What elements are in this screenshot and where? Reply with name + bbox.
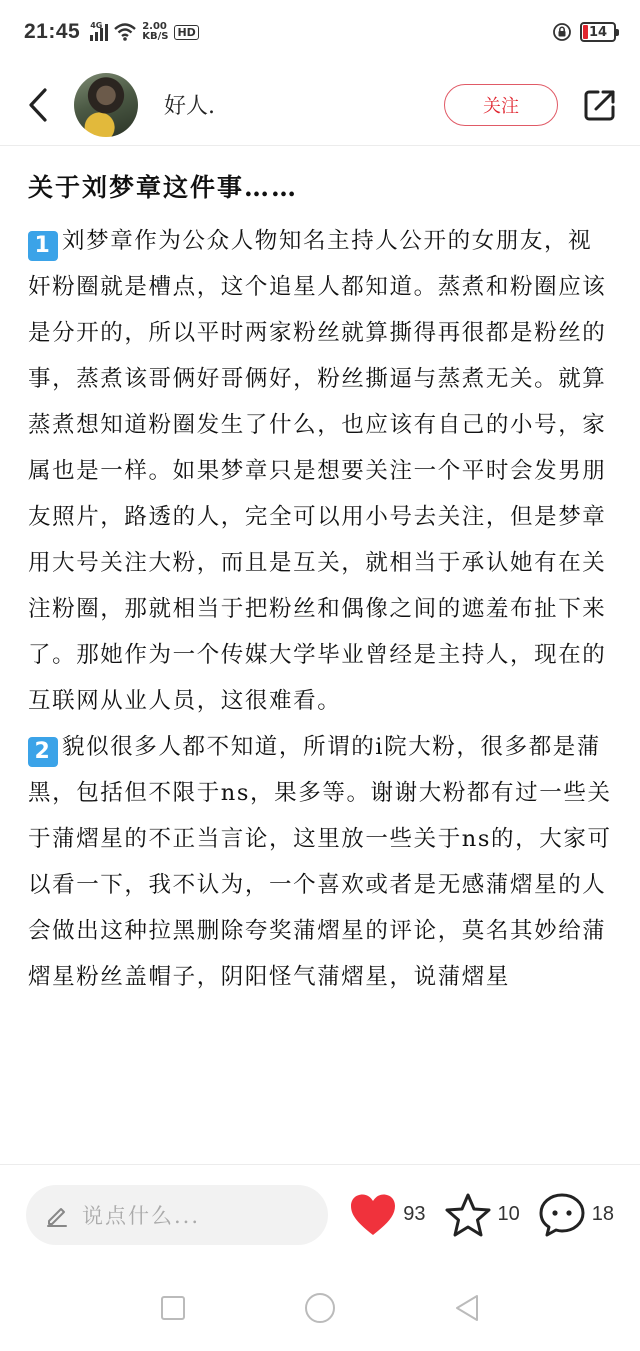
network-speed <box>142 22 168 42</box>
pencil-icon <box>44 1202 70 1228</box>
wifi-icon <box>114 23 136 41</box>
comment-input[interactable] <box>26 1185 328 1245</box>
share-icon <box>582 87 618 123</box>
post-paragraph <box>28 724 614 1000</box>
post-paragraph <box>28 218 614 724</box>
status-icons <box>90 22 199 42</box>
keycap-number-two-icon: 2 <box>28 737 58 767</box>
like-count: 93 <box>403 1203 426 1225</box>
post-header <box>0 64 640 146</box>
rotation-lock-icon <box>552 22 572 42</box>
signal-bar <box>95 32 98 41</box>
back-button[interactable] <box>20 75 56 135</box>
favorite-button[interactable] <box>444 1192 520 1238</box>
circle-icon <box>303 1291 337 1325</box>
nav-back-button[interactable] <box>442 1283 492 1333</box>
author-name[interactable]: 好人. <box>164 94 215 119</box>
cellular-signal-icon <box>90 23 108 41</box>
comment-placeholder: 说点什么... <box>82 1203 201 1228</box>
like-button[interactable] <box>349 1193 425 1237</box>
star-icon <box>444 1192 492 1238</box>
follow-button[interactable]: 关注 <box>444 84 558 126</box>
network-speed-value: 2.00 <box>142 21 167 32</box>
nav-recent-button[interactable] <box>148 1283 198 1333</box>
author-avatar[interactable] <box>74 73 138 137</box>
signal-bar <box>90 35 93 41</box>
nav-home-button[interactable] <box>295 1283 345 1333</box>
triangle-icon <box>452 1293 482 1323</box>
status-bar <box>0 0 640 64</box>
paragraph-text: 貌似很多人都不知道，所谓的i院大粉，很多都是蒲黑，包括但不限于ns，果多等。谢谢大粉都有过一些关于蒲熠星的不正当言论，这里放一些关于ns的，大家可以看一下，我不认为，一个喜欢或者是无感蒲熠星的人会做出这种拉黑删除夸奖蒲熠星的评论，莫名其妙给蒲熠星粉丝盖帽子，阴阳怪气蒲熠星，说蒲熠星 <box>28 734 612 990</box>
battery-icon <box>580 22 616 42</box>
keycap-number-one-icon: 1 <box>28 231 58 261</box>
battery-level: 14 <box>588 24 608 40</box>
post-title: 关于刘梦章这件事…… <box>28 173 299 202</box>
status-time: 21:45 <box>24 20 81 43</box>
square-icon <box>159 1294 187 1322</box>
comment-bubble-icon <box>538 1192 586 1238</box>
hd-badge: HD <box>174 25 198 40</box>
share-button[interactable] <box>580 85 620 125</box>
post-content <box>0 150 640 1164</box>
paragraph-text: 刘梦章作为公众人物知名主持人公开的女朋友，视奸粉圈就是槽点，这个追星人都知道。蒸煮和粉圈应该是分开的，所以平时两家粉丝就算撕得再很都是粉丝的事，蒸煮该哥俩好哥俩好，粉丝撕逼与蒸煮无关。就算蒸煮想知道粉圈发生了什么，也应该有自己的小号，家属也是一样。如果梦章只是想要关注一个平时会发男朋友照片，路透的人，完全可以用小号去关注，但是梦章用大号关注大粉，而且是互关，就相当于承认她有在关注粉圈，那就相当于把粉丝和偶像之间的遮羞布扯下来了。那她作为一个传媒大学毕业曾经是主持人，现在的互联网从业人员，这很难看。 <box>28 228 607 714</box>
system-nav-bar <box>0 1264 640 1351</box>
comment-count: 18 <box>591 1203 614 1225</box>
post-actions <box>349 1192 614 1238</box>
comment-button[interactable] <box>538 1192 614 1238</box>
back-arrow-icon <box>27 87 49 123</box>
status-right <box>552 22 616 42</box>
network-speed-unit: KB/S <box>142 31 169 42</box>
favorite-count: 10 <box>497 1203 520 1225</box>
network-type-label: 4G <box>90 21 103 30</box>
post-action-bar <box>0 1164 640 1264</box>
signal-bar <box>105 24 108 41</box>
heart-icon <box>349 1193 397 1237</box>
